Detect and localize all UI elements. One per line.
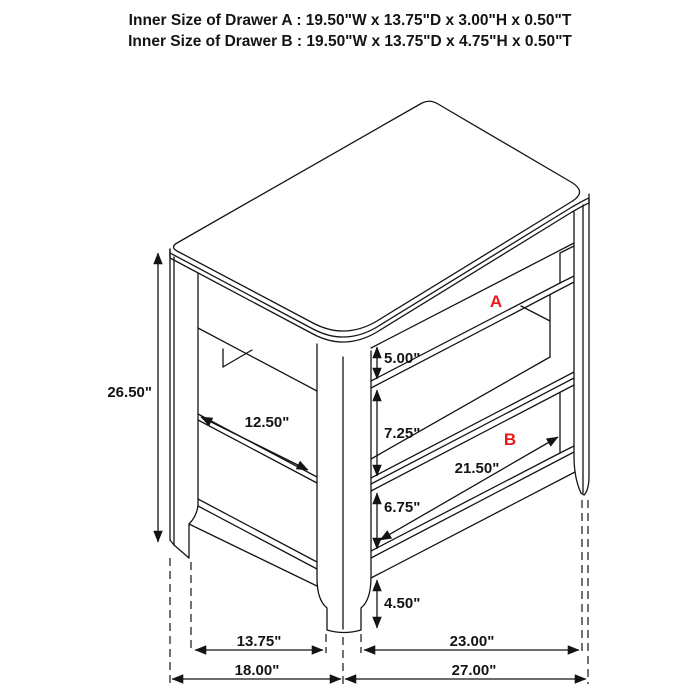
drawer-b-front-height-label: 6.75" bbox=[384, 499, 421, 516]
rear-left-leg bbox=[170, 249, 198, 558]
drawer-a-front-height-label: 5.00" bbox=[384, 350, 421, 367]
overall-width-label: 27.00" bbox=[451, 662, 497, 679]
drawer-b-width-label: 21.50" bbox=[454, 460, 500, 477]
front-leg-span-label: 23.00" bbox=[449, 633, 495, 650]
header-drawer-a-size: Inner Size of Drawer A : 19.50"W x 13.75"D x 3.00"H x 0.50"T bbox=[128, 12, 572, 29]
tabletop-outline bbox=[170, 101, 589, 342]
header-drawer-b-size: Inner Size of Drawer B : 19.50"W x 13.75"D x 4.75"H x 0.50"T bbox=[128, 33, 572, 50]
drawer-b-letter: B bbox=[503, 430, 517, 449]
front-right-leg bbox=[574, 199, 589, 495]
front-center-leg bbox=[317, 344, 371, 633]
shelf-opening-height-label: 7.25" bbox=[384, 425, 421, 442]
projection-lines bbox=[170, 500, 588, 684]
drawer-a-letter: A bbox=[489, 292, 503, 311]
overall-height-label: 26.50" bbox=[107, 384, 152, 401]
overall-depth-label: 18.00" bbox=[234, 662, 280, 679]
side-leg-span-label: 13.75" bbox=[236, 633, 282, 650]
leg-height-label: 4.50" bbox=[384, 595, 421, 612]
shelf-depth-label: 12.50" bbox=[244, 414, 290, 431]
